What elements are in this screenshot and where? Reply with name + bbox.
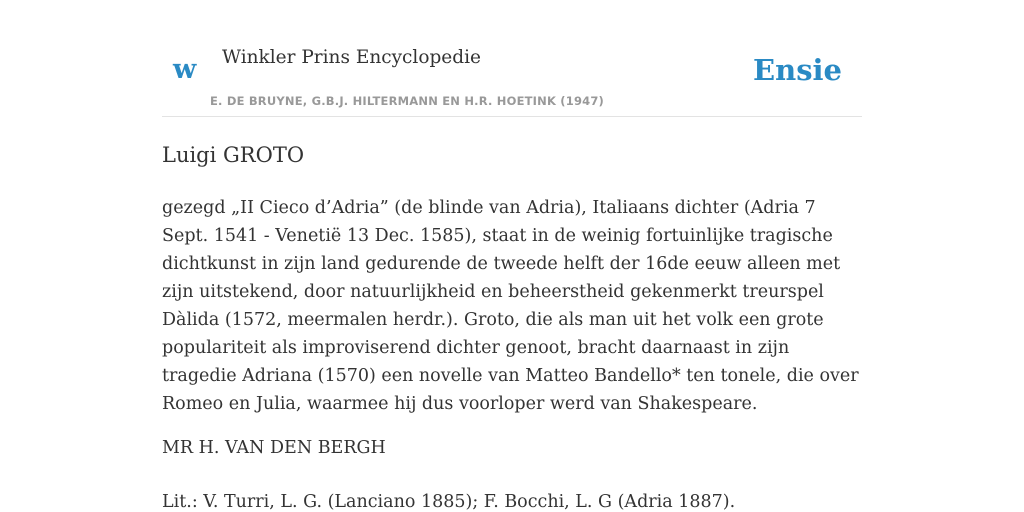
entry-literature: Lit.: V. Turri, L. G. (Lanciano 1885); F. Bocchi, L. G (Adria 1887).: [162, 492, 736, 512]
entry-author: MR H. VAN DEN BERGH: [162, 438, 386, 458]
ensie-logo[interactable]: Ensie: [753, 53, 842, 87]
article: [162, 136, 866, 512]
winkler-prins-logo[interactable]: w: [173, 54, 197, 85]
entry-title: Luigi GROTO: [162, 143, 305, 167]
publication-authors: E. DE BRUYNE, G.B.J. HILTERMANN EN H.R. HOETINK (1947): [210, 94, 605, 108]
publication-title[interactable]: Winkler Prins Encyclopedie: [222, 47, 481, 68]
entry-body: gezegd „II Cieco d’Adria” (de blinde van Adria), Italiaans dichter (Adria 7 Sept. 1541 - Venetië 13 Dec. 1585), staat in de weinig fortuinlijke tragische dichtkunst in zijn land gedurende de tweede helft der 16de eeuw alleen met zijn uitstekend, door natuurlijkheid en beheerstheid gekenmerkt treurspel Dàlida (1572, meermalen herdr.). Groto, die als man uit het volk een grote populariteit als improviserend dichter genoot, bracht daarnaast in zijn tragedie Adriana (1570) een novelle van Matteo Bandello* ten tonele, die over Romeo en Julia, waarmee hij dus voorloper werd van Shakespeare.: [162, 198, 859, 414]
site-header: [162, 0, 862, 117]
